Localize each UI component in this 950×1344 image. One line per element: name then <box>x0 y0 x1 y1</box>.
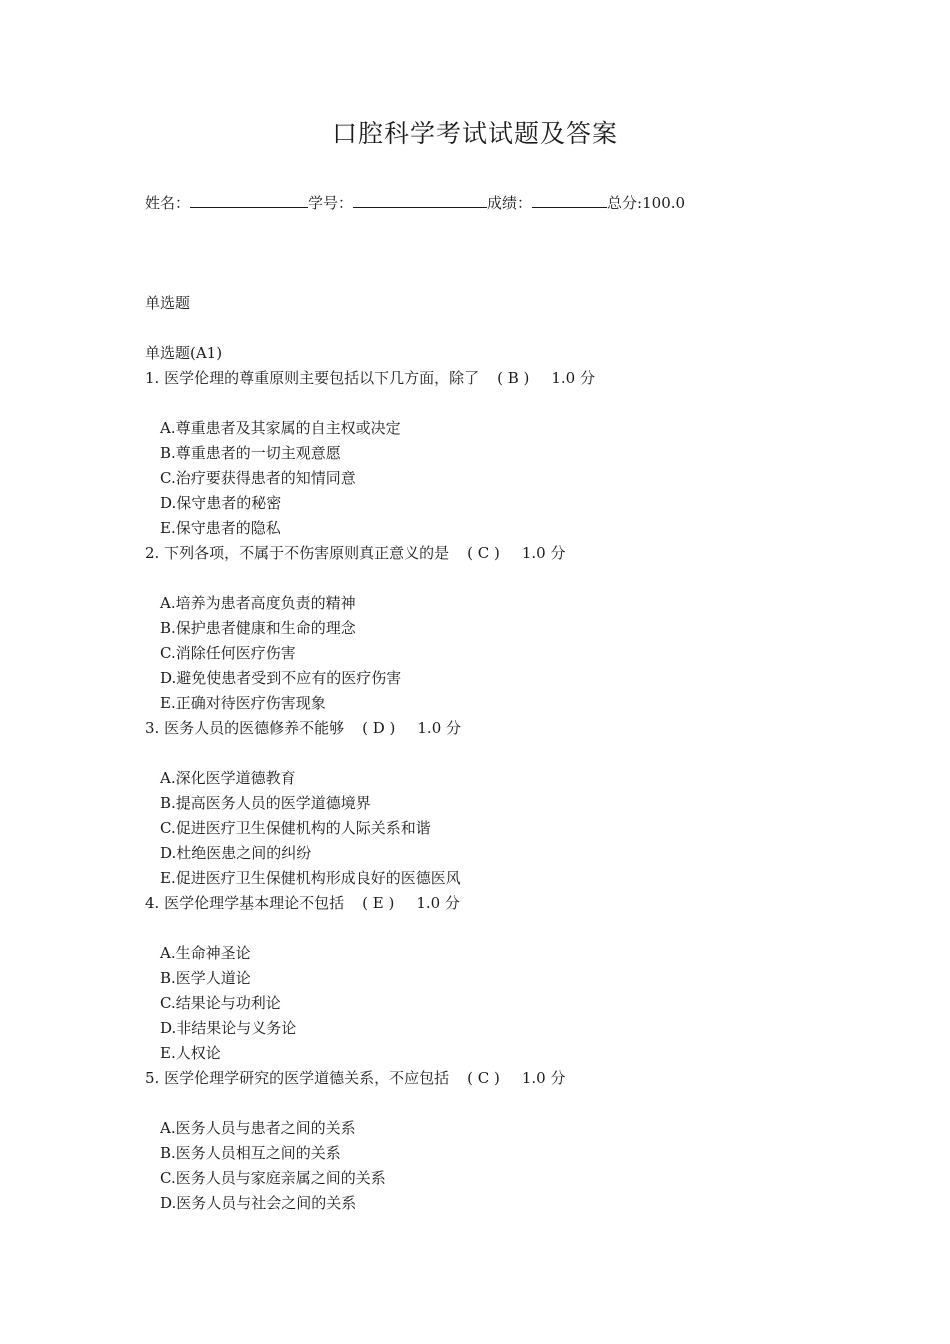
question-answer: ( D ) <box>362 719 396 737</box>
question-text: 医务人员的医德修养不能够 <box>164 719 345 737</box>
question-spacer <box>145 741 595 766</box>
answer-option: C.治疗要获得患者的知情同意 <box>160 469 356 487</box>
question-item <box>145 366 595 541</box>
answer-option: A.尊重患者及其家属的自主权或决定 <box>160 419 401 437</box>
question-score: 1.0 分 <box>521 1069 566 1087</box>
question-text: 医学伦理的尊重原则主要包括以下几方面，除了 <box>164 369 480 387</box>
question-item <box>145 716 595 891</box>
question-text: 医学伦理学基本理论不包括 <box>164 894 345 912</box>
section-heading: 单选题 <box>145 294 191 312</box>
question-spacer <box>145 391 595 416</box>
question-line <box>145 366 595 391</box>
answer-option: B.提高医务人员的医学道德境界 <box>160 794 371 812</box>
question-line <box>145 541 595 566</box>
answer-option: E.人权论 <box>160 1044 221 1062</box>
answer-option: B.尊重患者的一切主观意愿 <box>160 444 341 462</box>
student-info-line <box>145 192 685 213</box>
question-text: 下列各项，不属于不伤害原则真正意义的是 <box>164 544 450 562</box>
student-id-blank <box>353 193 487 208</box>
question-item <box>145 541 595 716</box>
answer-option: A.培养为患者高度负责的精神 <box>160 594 356 612</box>
question-spacer <box>145 566 595 591</box>
question-spacer <box>145 916 595 941</box>
answer-option: A.生命神圣论 <box>160 944 251 962</box>
grade-label: 成绩： <box>487 194 533 212</box>
question-line <box>145 716 595 741</box>
question-line <box>145 1066 595 1091</box>
answer-option: D.保守患者的秘密 <box>160 494 282 512</box>
grade-blank <box>532 193 607 208</box>
answer-option: C.消除任何医疗伤害 <box>160 644 296 662</box>
answer-option: E.促进医疗卫生保健机构形成良好的医德医风 <box>160 869 461 887</box>
total-score: 总分:100.0 <box>607 194 686 212</box>
question-score: 1.0 分 <box>417 719 462 737</box>
answer-option: C.促进医疗卫生保健机构的人际关系和谐 <box>160 819 431 837</box>
answer-option: D.杜绝医患之间的纠纷 <box>160 844 312 862</box>
question-number: 5. <box>145 1069 160 1087</box>
question-answer: ( B ) <box>497 369 530 387</box>
question-spacer <box>145 1091 595 1116</box>
answer-option: B.医务人员相互之间的关系 <box>160 1144 341 1162</box>
answer-option: A.医务人员与患者之间的关系 <box>160 1119 356 1137</box>
question-number: 4. <box>145 894 160 912</box>
question-item <box>145 1066 595 1216</box>
question-list <box>145 366 595 1216</box>
question-answer: ( C ) <box>467 1069 500 1087</box>
name-label: 姓名： <box>145 194 191 212</box>
question-score: 1.0 分 <box>521 544 566 562</box>
question-item <box>145 891 595 1066</box>
answer-option: D.医务人员与社会之间的关系 <box>160 1194 357 1212</box>
name-blank <box>190 193 308 208</box>
question-answer: ( C ) <box>467 544 500 562</box>
question-number: 3. <box>145 719 160 737</box>
answer-option: B.医学人道论 <box>160 969 251 987</box>
question-line <box>145 891 595 916</box>
question-answer: ( E ) <box>362 894 395 912</box>
question-number: 2. <box>145 544 160 562</box>
answer-option: D.避免使患者受到不应有的医疗伤害 <box>160 669 402 687</box>
answer-option: B.保护患者健康和生命的理念 <box>160 619 356 637</box>
question-text: 医学伦理学研究的医学道德关系，不应包括 <box>164 1069 450 1087</box>
answer-option: D.非结果论与义务论 <box>160 1019 297 1037</box>
document-title: 口腔科学考试试题及答案 <box>331 119 618 148</box>
question-number: 1. <box>145 369 160 387</box>
subsection-heading: 单选题(A1) <box>145 344 223 362</box>
question-score: 1.0 分 <box>551 369 595 387</box>
answer-option: E.保守患者的隐私 <box>160 519 281 537</box>
student-id-label: 学号： <box>308 194 354 212</box>
answer-option: C.医务人员与家庭亲属之间的关系 <box>160 1169 386 1187</box>
answer-option: E.正确对待医疗伤害现象 <box>160 694 326 712</box>
question-score: 1.0 分 <box>416 894 460 912</box>
answer-option: A.深化医学道德教育 <box>160 769 296 787</box>
answer-option: C.结果论与功利论 <box>160 994 281 1012</box>
